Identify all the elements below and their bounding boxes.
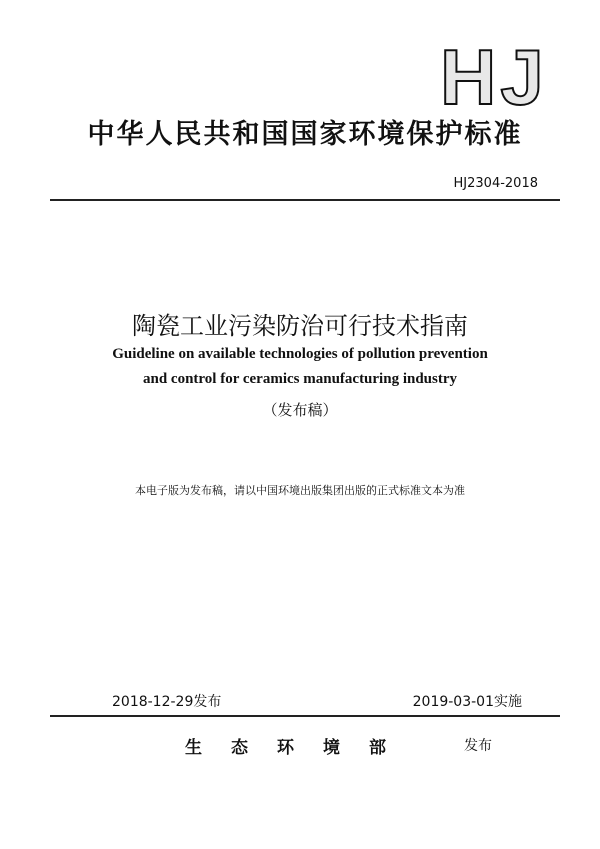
bottom-divider [50,715,560,717]
standard-code: HJ2304-2018 [453,176,538,191]
top-divider [50,199,560,201]
implementation-date: 2019-03-01实施 [412,694,522,710]
edition-note: 本电子版为发布稿，请以中国环境出版集团出版的正式标准文本为准 [135,484,465,497]
issuer-suffix: 发布 [464,738,492,754]
hj-logo: HJ [440,33,548,121]
issue-date: 2018-12-29发布 [112,694,222,710]
issuer: 生态环境部 [185,738,415,758]
title-english-line1: Guideline on available technologies of pollution prevention [112,346,488,362]
release-status: （发布稿） [262,401,338,419]
organization-heading: 中华人民共和国国家环境保护标准 [87,119,523,150]
title-chinese: 陶瓷工业污染防治可行技术指南 [132,312,468,340]
title-english-line2: and control for ceramics manufacturing industry [142,371,458,387]
